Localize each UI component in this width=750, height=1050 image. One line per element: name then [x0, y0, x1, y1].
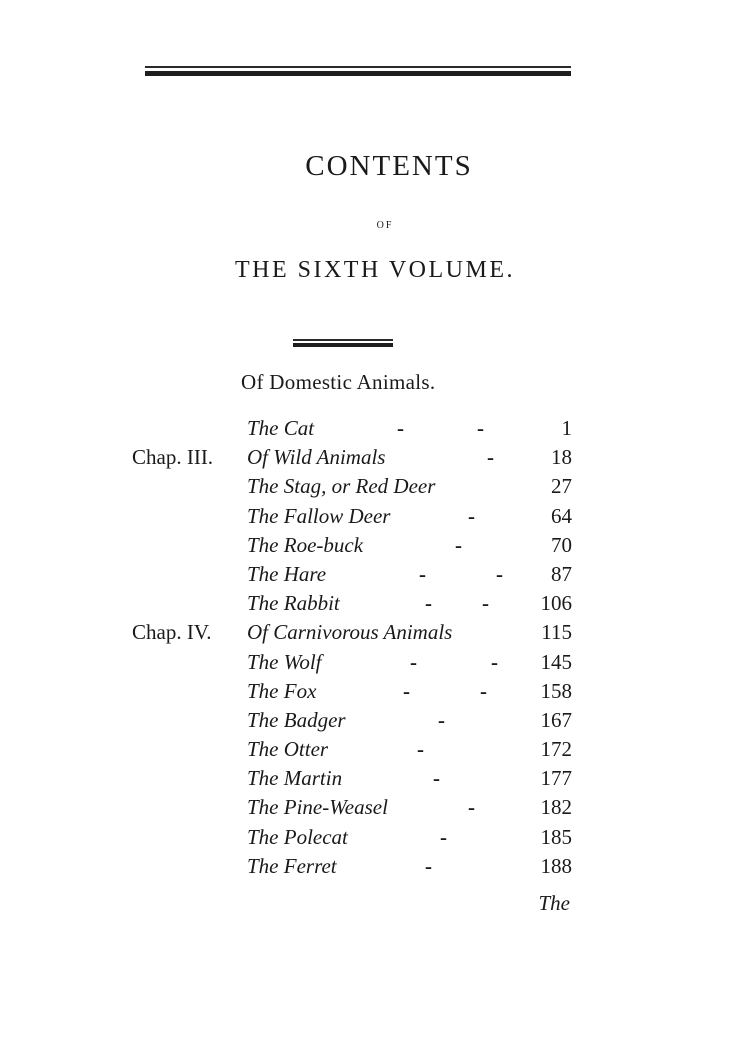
toc-row	[0, 562, 750, 591]
page-number: 115	[541, 620, 572, 645]
leader-dash: -	[496, 561, 503, 586]
page-number: 145	[540, 649, 572, 674]
page-number: 167	[540, 707, 572, 732]
top-double-rule	[145, 66, 571, 76]
leader-dash: -	[410, 649, 417, 674]
section-heading: Of Domestic Animals.	[241, 370, 436, 394]
leader-dash: -	[468, 795, 475, 820]
page-number: 188	[540, 853, 572, 878]
toc-row	[0, 737, 750, 766]
entry-title: The Fox	[247, 678, 317, 703]
entry-title: The Otter	[247, 737, 329, 762]
leader-dash: -	[440, 824, 447, 849]
entry-title: Of Carnivorous Animals	[247, 620, 453, 645]
entry-title: The Polecat	[247, 824, 348, 849]
chapter-number: Chap. III.	[132, 445, 214, 470]
toc-row	[0, 825, 750, 854]
page-number: 64	[551, 503, 572, 528]
leader-dash: -	[425, 853, 432, 878]
top-rule-thin-line	[145, 66, 571, 68]
leader-dash: -	[491, 649, 498, 674]
entry-title: The Wolf	[247, 649, 322, 674]
leader-dash: -	[403, 678, 410, 703]
toc-row	[0, 620, 750, 649]
page-number: 1	[561, 416, 572, 440]
page-number: 87	[551, 561, 572, 586]
page-number: 27	[551, 474, 572, 499]
leader-dash: -	[477, 416, 484, 440]
toc-row	[0, 679, 750, 708]
middle-double-rule	[293, 339, 393, 347]
toc-row	[0, 445, 750, 474]
toc-row	[0, 504, 750, 533]
toc-row	[0, 708, 750, 737]
entry-title: The Martin	[247, 766, 343, 791]
top-rule-thick-line	[145, 71, 571, 76]
page-title: CONTENTS	[305, 150, 473, 182]
page-number: 185	[540, 824, 572, 849]
catchword: The	[538, 891, 570, 915]
leader-dash: -	[468, 503, 475, 528]
page-number: 177	[540, 766, 572, 791]
entry-title: The Pine-Weasel	[247, 795, 388, 820]
leader-dash: -	[419, 561, 426, 586]
entry-title: Of Wild Animals	[247, 445, 386, 470]
entry-title: The Stag, or Red Deer	[247, 474, 436, 499]
leader-dash: -	[425, 591, 432, 616]
entry-title: The Fallow Deer	[247, 503, 391, 528]
page-number: 158	[540, 678, 572, 703]
leader-dash: -	[482, 591, 489, 616]
page-number: 106	[540, 591, 572, 616]
entry-title: The Badger	[247, 707, 346, 732]
table-of-contents	[0, 416, 750, 883]
toc-row	[0, 766, 750, 795]
entry-title: The Ferret	[247, 853, 337, 878]
leader-dash: -	[433, 766, 440, 791]
entry-title: The Hare	[247, 561, 327, 586]
title-of: OF	[376, 220, 394, 231]
entry-title: The Roe-buck	[247, 532, 364, 557]
leader-dash: -	[480, 678, 487, 703]
mid-rule-thick-line	[293, 343, 393, 347]
toc-row	[0, 650, 750, 679]
page-number: 172	[540, 737, 572, 762]
toc-row	[0, 533, 750, 562]
toc-row	[0, 416, 750, 445]
mid-rule-thin-line	[293, 339, 393, 341]
leader-dash: -	[438, 707, 445, 732]
leader-dash: -	[487, 445, 494, 470]
toc-row	[0, 795, 750, 824]
leader-dash: -	[397, 416, 404, 440]
page-number: 18	[551, 445, 572, 470]
leader-dash: -	[455, 532, 462, 557]
toc-row	[0, 591, 750, 620]
toc-row	[0, 474, 750, 503]
page-number: 182	[540, 795, 572, 820]
entry-title: The Cat	[247, 416, 315, 440]
volume-title: THE SIXTH VOLUME.	[234, 257, 516, 283]
entry-title: The Rabbit	[247, 591, 340, 616]
chapter-number: Chap. IV.	[132, 620, 212, 645]
leader-dash: -	[417, 737, 424, 762]
toc-row	[0, 854, 750, 883]
page-number: 70	[551, 532, 572, 557]
